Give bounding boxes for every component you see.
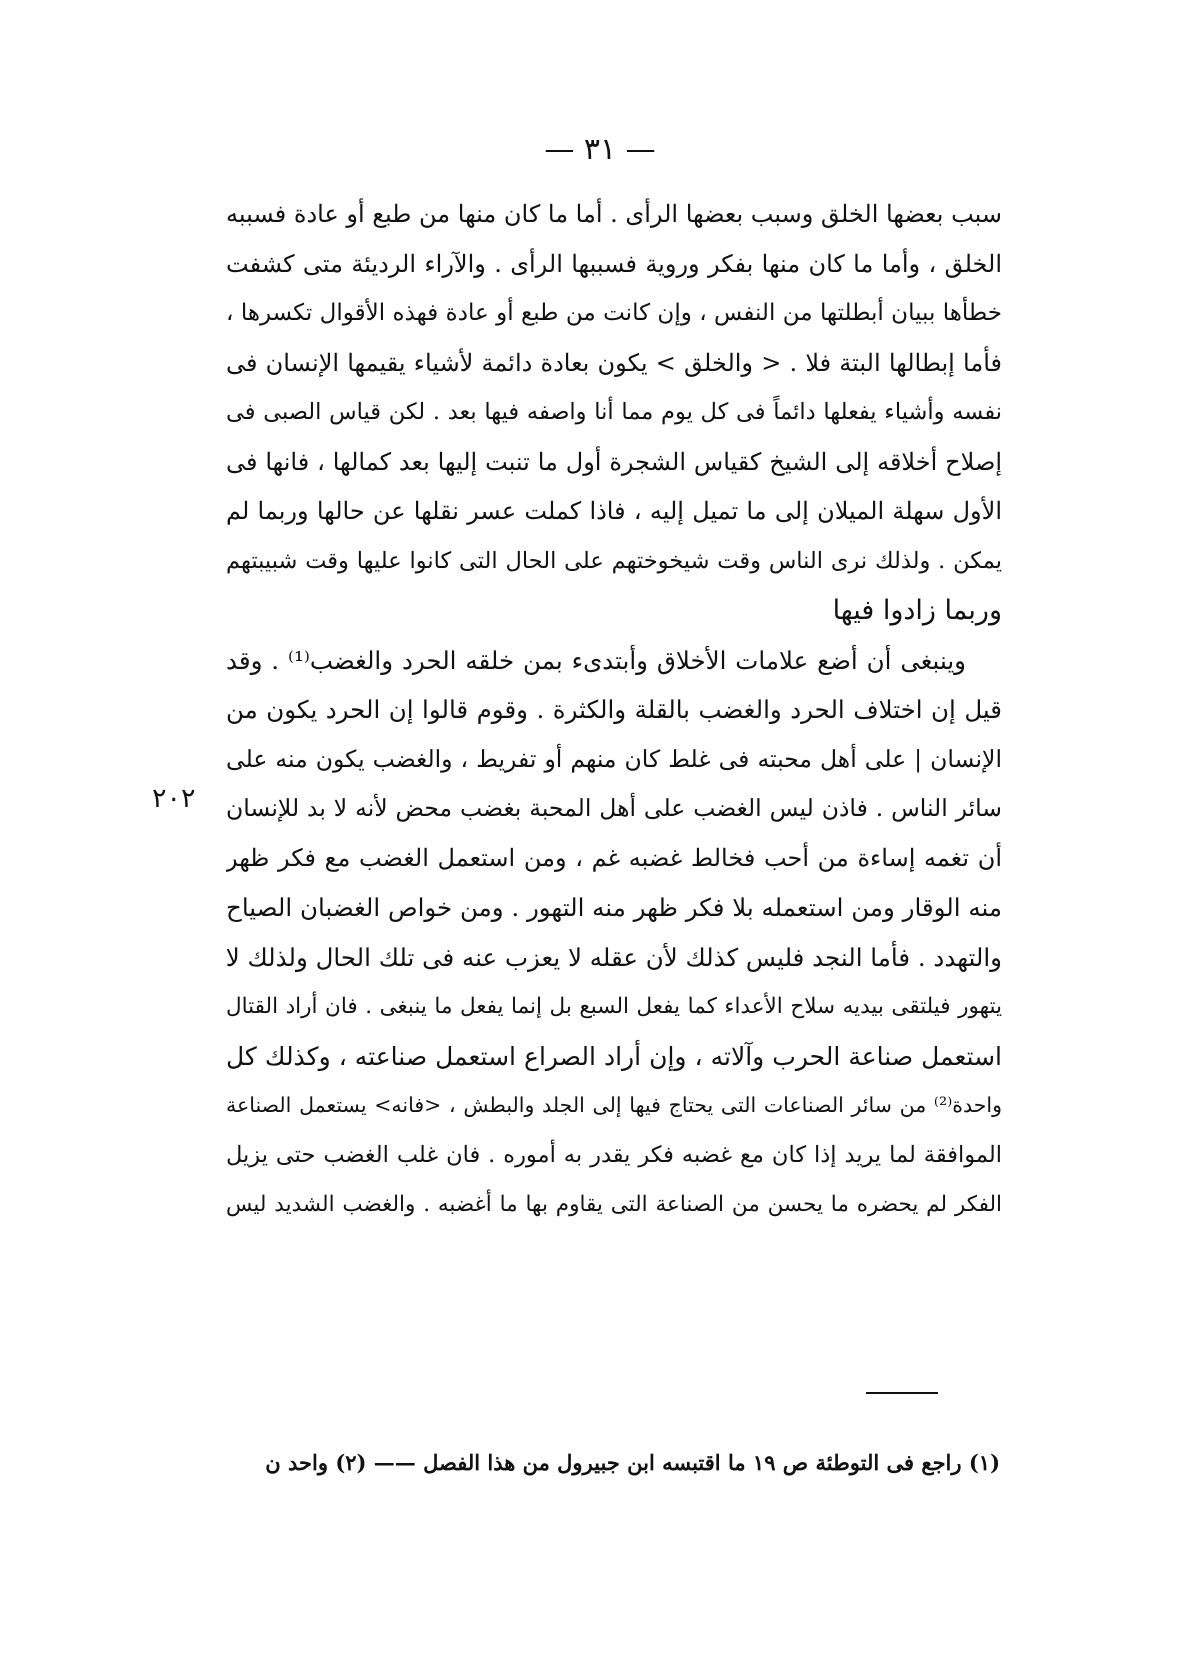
margin-page-reference: ٢٠٢ xyxy=(152,783,196,814)
text-line: سبب بعضها الخلق وسبب بعضها الرأى . أما ما كان منها من طبع أو عادة فسببه xyxy=(226,200,1002,228)
text-line: فأما إبطالها البتة فلا . < والخلق > يكون بعادة دائمة لأشياء يقيمها الإنسان فى xyxy=(226,348,1002,377)
text-line: الموافقة لما يريد إذا كان مع غضبه فكر يقدر به أموره . فان غلب الغضب حتى يزيل xyxy=(226,1141,1002,1168)
text-line: الفكر لم يحضره ما يحسن من الصناعة التى يقاوم بها ما أغضبه . والغضب الشديد ليس xyxy=(226,1192,1002,1217)
text-line: واحدة⁽²⁾ من سائر الصناعات التى يحتاج فيها إلى الجلد والبطش ، <فانه> يستعمل الصناعة xyxy=(226,1093,1002,1117)
footnote: (١) راجع فى التوطئة ص ١٩ ما اقتبسه ابن جبيرول من هذا الفصل —— (٢) واحد ن xyxy=(265,1450,1000,1475)
text-line: الخلق ، وأما ما كان منها بفكر وروية فسببها الرأى . والآراء الرديئة متى كشفت xyxy=(226,249,1002,278)
page-number: — ٣١ — xyxy=(544,132,656,167)
text-line: إصلاح أخلاقه إلى الشيخ كقياس الشجرة أول ما تنبت إليها بعد كمالها ، فانها فى xyxy=(226,447,1002,476)
text-line: سائر الناس . فاذن ليس الغضب على أهل المحبة بغضب محض لأنه لا بد للإنسان xyxy=(226,794,1002,822)
text-line: والتهدد . فأما النجد فليس كذلك لأن عقله لا يعزب عنه فى تلك الحال ولذلك لا xyxy=(226,942,1002,972)
text-line: يتهور فيلتقى بيديه سلاح الأعداء كما يفعل السبع بل إنما يفعل ما ينبغى . فان أراد القتال xyxy=(226,994,1002,1019)
text-line: يمكن . ولذلك نرى الناس وقت شيخوختهم على الحال التى كانوا عليها وقت شبيبتهم xyxy=(226,547,1002,574)
text-line: أن تغمه إساءة من أحب فخالط غضبه غم ، ومن استعمل الغضب مع فكر ظهر xyxy=(226,843,1002,872)
footnote-divider xyxy=(866,1392,938,1394)
body-text xyxy=(226,190,1002,1230)
text-line: الأول سهلة الميلان إلى ما تميل إليه ، فاذا كملت عسر نقلها عن حالها وربما لم xyxy=(226,497,1002,525)
text-line: نفسه وأشياء يفعلها دائماً فى كل يوم مما أنا واصفه فيها بعد . لكن قياس الصبى فى xyxy=(226,399,1002,425)
text-line: وربما زادوا فيها xyxy=(832,595,1002,626)
text-line: خطأها ببيان أبطلتها من النفس ، وإن كانت من طبع أو عادة فهذه الأقوال تكسرها ، xyxy=(226,300,1002,326)
text-line: منه الوقار ومن استعمله بلا فكر ظهر منه التهور . ومن خواص الغضبان الصياح xyxy=(226,893,1002,922)
text-line: الإنسان | على أهل محبته فى غلط كان منهم أو تفريط ، والغضب يكون منه على xyxy=(226,744,1002,773)
text-line: وينبغى أن أضع علامات الأخلاق وأبتدىء بمن خلقه الحرد والغضب⁽¹⁾ . وقد xyxy=(226,645,966,675)
text-line: استعمل صناعة الحرب وآلاته ، وإن أراد الصراع استعمل صناعته ، وكذلك كل xyxy=(226,1041,1002,1071)
text-line: قيل إن اختلاف الحرد والغضب بالقلة والكثرة . وقوم قالوا إن الحرد يكون من xyxy=(226,695,1002,724)
